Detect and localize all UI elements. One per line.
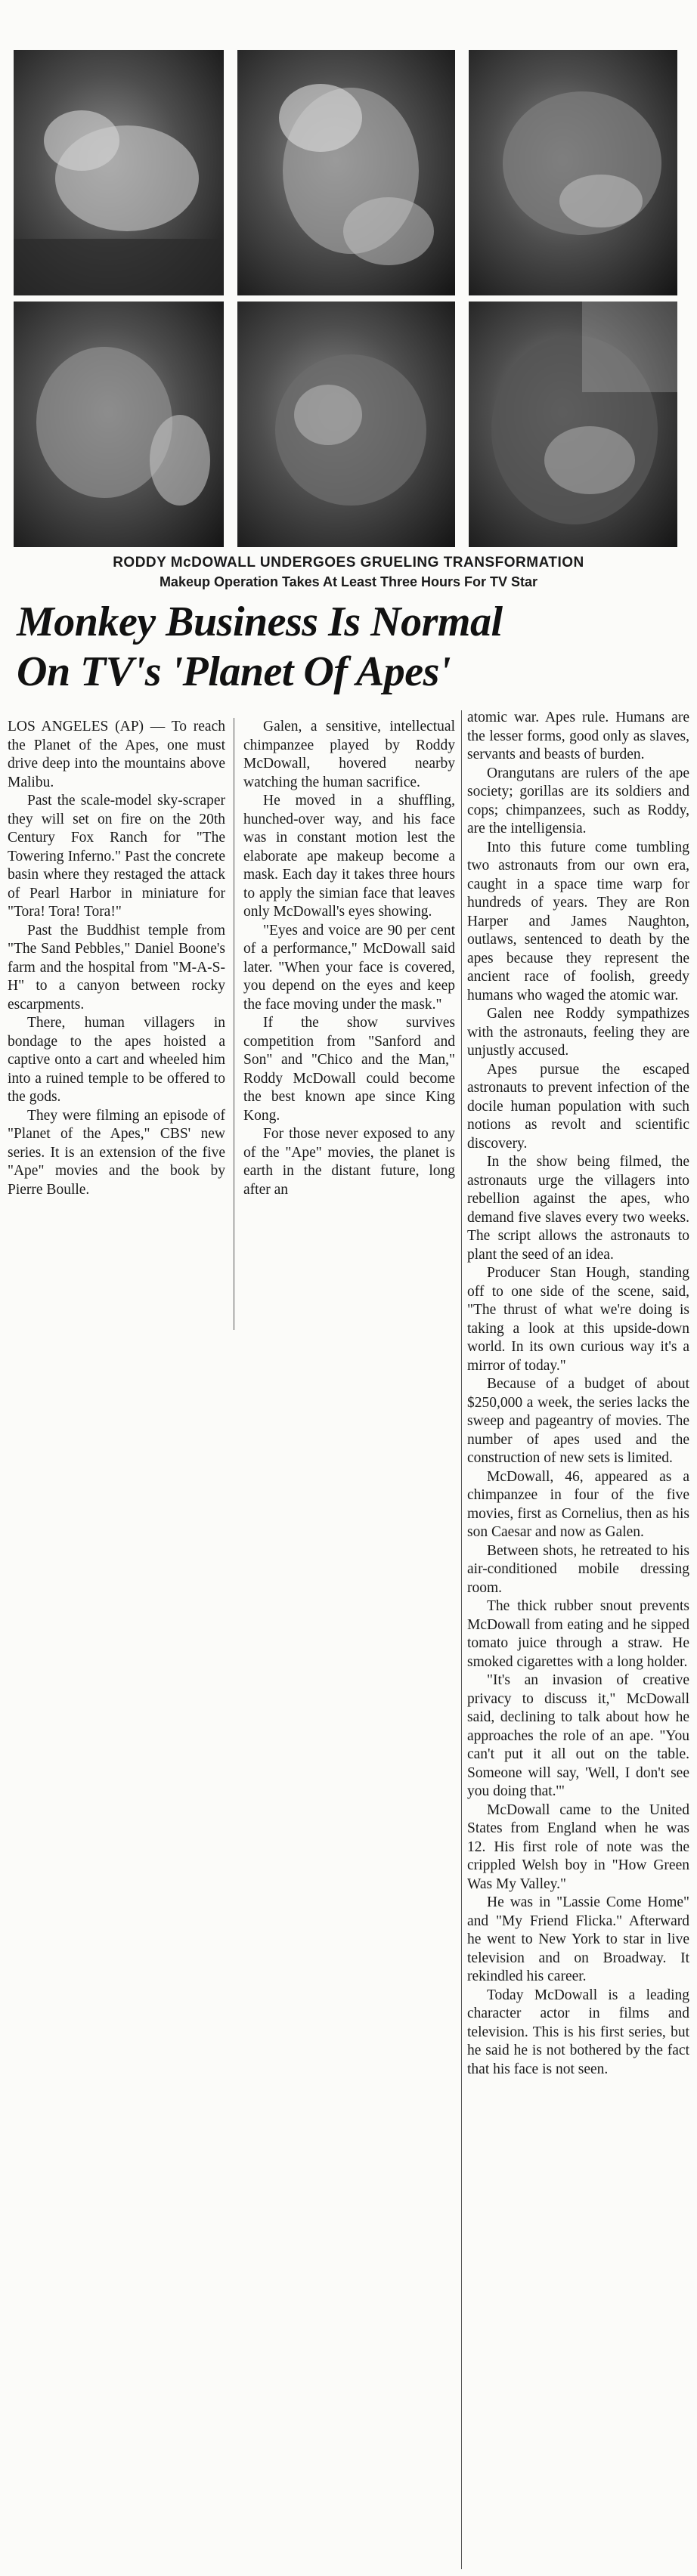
paragraph: Into this future come tumbling two astronauts from our own era, caught in a space time warp for hundreds of years. They are Ron Harper and James Naughton, outlaws, sentenced to death by the apes because they represent the ancient race of foolish, greedy humans who waged the atomic war.	[467, 839, 689, 1003]
makeup-photo-1	[14, 50, 224, 295]
makeup-photo-6	[469, 302, 677, 547]
paragraph: The thick rubber snout prevents McDowall from eating and he sipped tomato juice through a straw. He smoked cigarettes with a long holder.	[467, 1598, 689, 1670]
article-column-1	[8, 718, 225, 1199]
paragraph: Past the Buddhist temple from "The Sand Pebbles," Daniel Boone's farm and the hospital from "M-A-S-H" to a canyon between rocky escarpments.	[8, 922, 225, 1013]
paragraph: "Eyes and voice are 90 per cent of a performance," McDowall said later. "When your face is covered, you depend on the eyes and keep the face moving under the mask."	[243, 922, 455, 1013]
paragraph: "It's an invasion of creative privacy to discuss it," McDowall said, declining to talk about how he approaches the role of an ape. "You can't put it all out on the table. Someone will say, 'Well, I don't see you doing that.'"	[467, 1672, 689, 1799]
article-column-2	[243, 718, 455, 1199]
photo-sequence	[14, 50, 677, 547]
photo-caption-subtitle: Makeup Operation Takes At Least Three Hours For TV Star	[159, 574, 538, 589]
article-column-3	[467, 709, 689, 2079]
paragraph: They were filming an episode of "Planet of the Apes," CBS' new series. It is an extension of the five "Ape" movies and the book by Pierre Boulle.	[8, 1107, 225, 1198]
paragraph: There, human villagers in bondage to the apes hoisted a captive onto a cart and wheeled him into a ruined temple to be offered to the gods.	[8, 1015, 225, 1105]
paragraph: Orangutans are rulers of the ape society; gorillas are its soldiers and cops; chimpanzees, such as Roddy, are the intelligensia.	[467, 765, 689, 837]
face-being-made-up-icon	[14, 50, 224, 295]
chimp-makeup-icon	[237, 302, 455, 547]
hands-applying-mask-icon	[237, 50, 455, 295]
photo-caption-title: RODDY McDOWALL UNDERGOES GRUELING TRANSFORMATION	[113, 555, 584, 571]
paragraph: McDowall came to the United States from England when he was 12. His first role of note was the crippled Welsh boy in "How Green Was My Valley."	[467, 1801, 689, 1892]
paragraph: Producer Stan Hough, standing off to one side of the scene, said, "The thrust of what we're doing is taking a look at this upside-down world. In its own curious way it's a mirror of today."	[467, 1265, 689, 1374]
makeup-photo-2	[237, 50, 455, 295]
paragraph: Past the scale-model sky-scraper they will set on fire on the 20th Century Fox Ranch for "The Towering Inferno." Past the concrete basin where they restaged the attack of Pearl Harbor in miniature for "Tora! Tora! Tora!"	[8, 793, 225, 920]
paragraph: Galen, a sensitive, intellectual chimpanzee played by Roddy McDowall, hovered nearby watching the human sacrifice.	[243, 719, 455, 790]
makeup-photo-5	[237, 302, 455, 547]
makeup-photo-4	[14, 302, 224, 547]
makeup-photo-3	[469, 50, 677, 295]
ape-snout-icon	[469, 50, 677, 295]
paragraph: Between shots, he retreated to his air-conditioned mobile dressing room.	[467, 1542, 689, 1596]
paragraph: atomic war. Apes rule. Humans are the lesser forms, good only as slaves, servants and beasts of burden.	[467, 710, 689, 762]
paragraph: LOS ANGELES (AP) — To reach the Planet of the Apes, one must drive deep into the mountains above Malibu.	[8, 719, 225, 790]
paragraph: McDowall, 46, appeared as a chimpanzee in four of the five movies, first as Cornelius, then as his son Caesar and now as Galen.	[467, 1468, 689, 1540]
ape-face-profile-icon	[14, 302, 224, 547]
headline-line-2: On TV's 'Planet Of Apes'	[17, 648, 451, 695]
column-divider	[461, 710, 462, 2569]
paragraph: Apes pursue the escaped astronauts to prevent infection of the docile human population with such notions as revolt and scientific discovery.	[467, 1061, 689, 1152]
paragraph: He was in "Lassie Come Home" and "My Friend Flicka." Afterward he went to New York to star in live television and on Broadway. It rekindled his career.	[467, 1894, 689, 1984]
headline	[17, 597, 682, 697]
paragraph: Today McDowall is a leading character actor in films and television. This is his first series, but he said he is not bothered by the fact that his face is not seen.	[467, 1987, 689, 2077]
finished-ape-face-icon	[469, 302, 677, 547]
paragraph: In the show being filmed, the astronauts urge the villagers into rebellion against the apes, who demand five slaves every two weeks. The script allows the astronauts to plant the seed of an idea.	[467, 1154, 689, 1263]
paragraph: He moved in a shuffling, hunched-over way, and his face was in constant motion lest the elaborate ape makeup become a mask. Each day it takes three hours to apply the simian face that leaves only McDowall's eyes showing.	[243, 793, 455, 920]
paragraph: Because of a budget of about $250,000 a week, the series lacks the sweep and pageantry of movies. The number of apes used and the construction of new sets is limited.	[467, 1376, 689, 1466]
paragraph: For those never exposed to any of the "Ape" movies, the planet is earth in the distant future, long after an	[243, 1126, 455, 1198]
paragraph: If the show survives competition from "Sanford and Son" and "Chico and the Man," Roddy McDowall could become the best known ape since King Kong.	[243, 1015, 455, 1124]
paragraph: Galen nee Roddy sympathizes with the astronauts, feeling they are unjustly accused.	[467, 1006, 689, 1059]
headline-line-1: Monkey Business Is Normal	[17, 598, 503, 645]
